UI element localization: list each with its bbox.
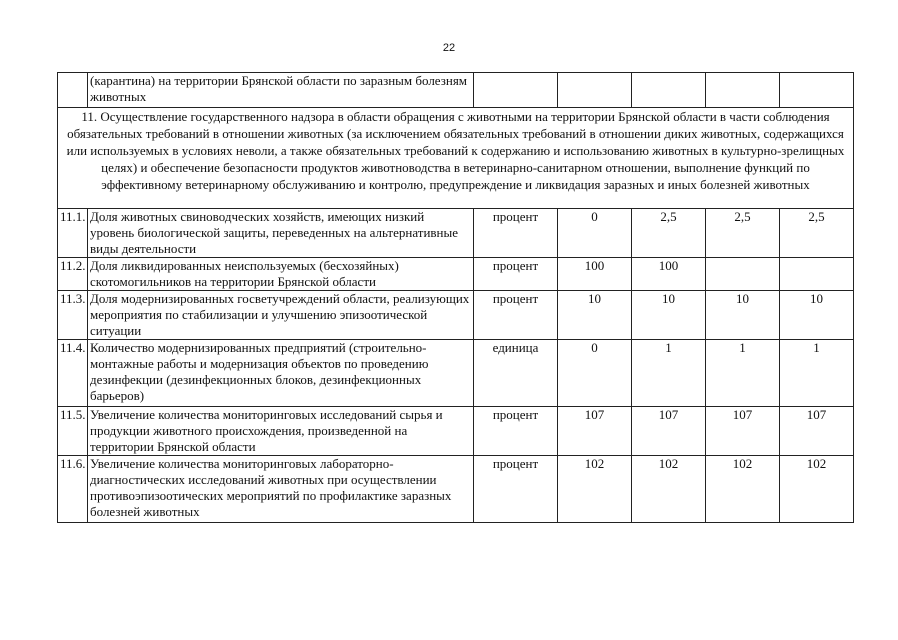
table-row [58, 340, 854, 407]
section-heading-row [58, 108, 854, 209]
row-value-4: 1 [780, 340, 854, 407]
row-value-1: 100 [558, 258, 632, 291]
row-value-4: 107 [780, 407, 854, 456]
row-unit: процент [474, 407, 558, 456]
row-value-1: 0 [558, 209, 632, 258]
table-row [58, 456, 854, 523]
row-description: Увеличение количества мониторинговых исследований сырья и продукции животного происхождения, произведенной на территории Брянской области [88, 407, 474, 456]
row-value-1: 0 [558, 340, 632, 407]
row-value-1: 10 [558, 291, 632, 340]
row-value-2: 2,5 [632, 209, 706, 258]
row-description: Доля животных свиноводческих хозяйств, имеющих низкий уровень биологической защиты, переведенных на альтернативные виды деятельности [88, 209, 474, 258]
row-value-1: 102 [558, 456, 632, 523]
row-value-4 [780, 73, 854, 108]
row-value-1: 107 [558, 407, 632, 456]
row-value-2 [632, 73, 706, 108]
page-number: 22 [442, 42, 456, 54]
row-value-3 [706, 258, 780, 291]
row-value-1 [558, 73, 632, 108]
table-row [58, 291, 854, 340]
row-value-3 [706, 73, 780, 108]
row-number-cell [58, 73, 88, 108]
row-value-3: 2,5 [706, 209, 780, 258]
table-row [58, 258, 854, 291]
row-value-3: 1 [706, 340, 780, 407]
row-value-3: 102 [706, 456, 780, 523]
row-unit: процент [474, 456, 558, 523]
row-value-2: 10 [632, 291, 706, 340]
row-value-4: 102 [780, 456, 854, 523]
row-value-4: 2,5 [780, 209, 854, 258]
table-row [58, 209, 854, 258]
row-number: 11.3. [58, 291, 88, 340]
row-value-2: 102 [632, 456, 706, 523]
row-value-3: 107 [706, 407, 780, 456]
row-unit: единица [474, 340, 558, 407]
row-unit: процент [474, 258, 558, 291]
row-unit [474, 73, 558, 108]
table-row [58, 407, 854, 456]
row-description: (карантина) на территории Брянской области по заразным болезням животных [88, 73, 474, 108]
row-description: Доля модернизированных госветучреждений области, реализующих мероприятия по стабилизации и улучшению эпизоотической ситуации [88, 291, 474, 340]
row-value-2: 1 [632, 340, 706, 407]
row-number: 11.2. [58, 258, 88, 291]
indicators-table [57, 72, 854, 523]
section-title: 11. Осуществление государственного надзора в области обращения с животными на территории Брянской области в части соблюдения обязательных требований в отношении животных (за исключением обязательных требований в отношении диких животных, содержащихся или используемых в условиях неволи, а также обязательных требований к содержанию и использованию животных в культурно-зрелищных целях) и обеспечение безопасности продуктов животноводства в ветеринарно-санитарном отношении, выполнение функций по эффективному ветеринарному обслуживанию и контролю, предупреждение и ликвидация заразных и иных болезней животных [58, 108, 854, 209]
row-number: 11.6. [58, 456, 88, 523]
table-row-continuation [58, 73, 854, 108]
row-value-3: 10 [706, 291, 780, 340]
row-unit: процент [474, 291, 558, 340]
row-description: Увеличение количества мониторинговых лабораторно-диагностических исследований животных при осуществлении противоэпизоотических мероприятий по профилактике заразных болезней животных [88, 456, 474, 523]
row-number: 11.1. [58, 209, 88, 258]
row-description: Количество модернизированных предприятий (строительно-монтажные работы и модернизация объектов по проведению дезинфекции (дезинфекционных блоков, дезинфекционных барьеров) [88, 340, 474, 407]
row-description: Доля ликвидированных неиспользуемых (бесхозяйных) скотомогильников на территории Брянской области [88, 258, 474, 291]
row-value-4: 10 [780, 291, 854, 340]
row-value-2: 100 [632, 258, 706, 291]
row-number: 11.4. [58, 340, 88, 407]
row-value-4 [780, 258, 854, 291]
row-unit: процент [474, 209, 558, 258]
row-value-2: 107 [632, 407, 706, 456]
row-number: 11.5. [58, 407, 88, 456]
